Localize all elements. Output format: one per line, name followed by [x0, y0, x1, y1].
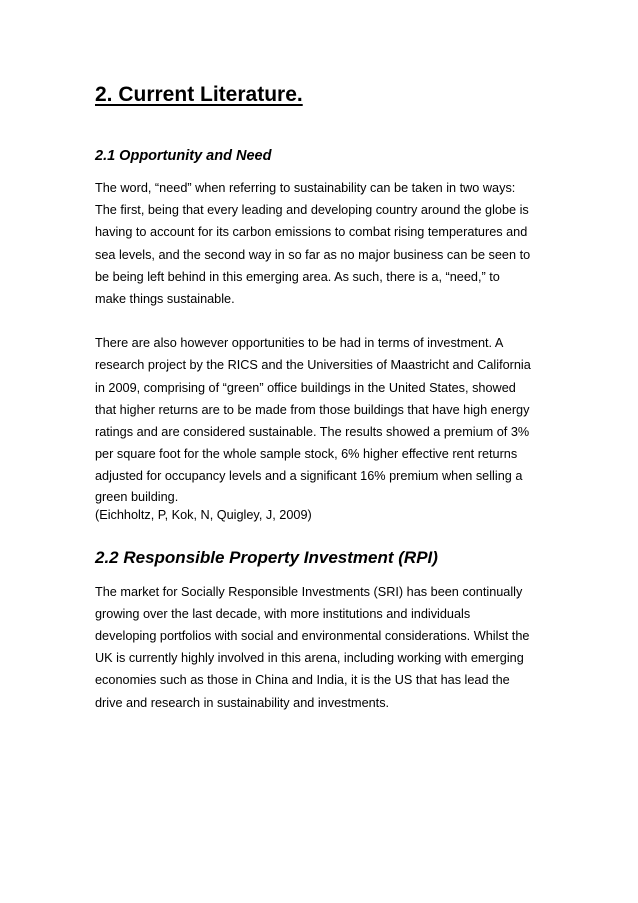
spacer — [95, 310, 555, 332]
text-line: growing over the last decade, with more institutions and individuals — [95, 606, 471, 621]
text-line: The word, “need” when referring to sustainability can be taken in two ways: — [95, 181, 516, 195]
text-line: developing portfolios with social and environmental considerations. Whilst the — [95, 629, 530, 644]
spacer — [95, 166, 555, 177]
spacer — [95, 524, 555, 547]
text-line: The market for Socially Responsible Investments (SRI) has been continually — [95, 584, 523, 599]
text-line: UK is currently highly involved in this arena, including working with emerging — [95, 651, 524, 666]
text-line: in 2009, comprising of “green” office buildings in the United States, showed — [95, 380, 516, 395]
subsection-1-title: 2.1 Opportunity and Need — [95, 148, 272, 164]
spacer — [95, 110, 555, 146]
text-line: research project by the RICS and the Universities of Maastricht and California — [95, 358, 531, 373]
page-content — [95, 80, 555, 714]
text-line: ratings and are considered sustainable. The results showed a premium of 3% — [95, 425, 530, 440]
text-line: green building. — [95, 489, 179, 504]
text-line: sea levels, and the second way in so far as no major business can be seen to — [95, 247, 531, 262]
spacer — [95, 569, 555, 581]
text-line: economies such as those in China and India, it is the US that has lead the — [95, 673, 510, 688]
section-title: 2. Current Literature. — [95, 83, 303, 106]
subsection-2-title: 2.2 Responsible Property Investment (RPI) — [95, 547, 438, 567]
text-line: There are also however opportunities to be had in terms of investment. A — [95, 336, 504, 351]
text-line: drive and research in sustainability and investments. — [95, 695, 390, 710]
text-line: having to account for its carbon emissions to combat rising temperatures and — [95, 225, 528, 240]
text-line: that higher returns are to be made from those buildings that have high energy — [95, 402, 530, 417]
text-line: be being left behind in this emerging area. As such, there is a, “need,” to — [95, 269, 500, 284]
text-line: The first, being that every leading and developing country around the globe is — [95, 203, 529, 218]
subsection-2-paragraph-1 — [95, 581, 555, 714]
citation: (Eichholtz, P, Kok, N, Quigley, J, 2009) — [95, 507, 312, 522]
text-line: per square foot for the whole sample stock, 6% higher effective rent returns — [95, 447, 518, 462]
text-line: adjusted for occupancy levels and a significant 16% premium when selling a — [95, 469, 523, 484]
subsection-1-paragraph-1 — [95, 177, 555, 310]
subsection-1-paragraph-2 — [95, 332, 555, 523]
text-line: make things sustainable. — [95, 292, 235, 307]
